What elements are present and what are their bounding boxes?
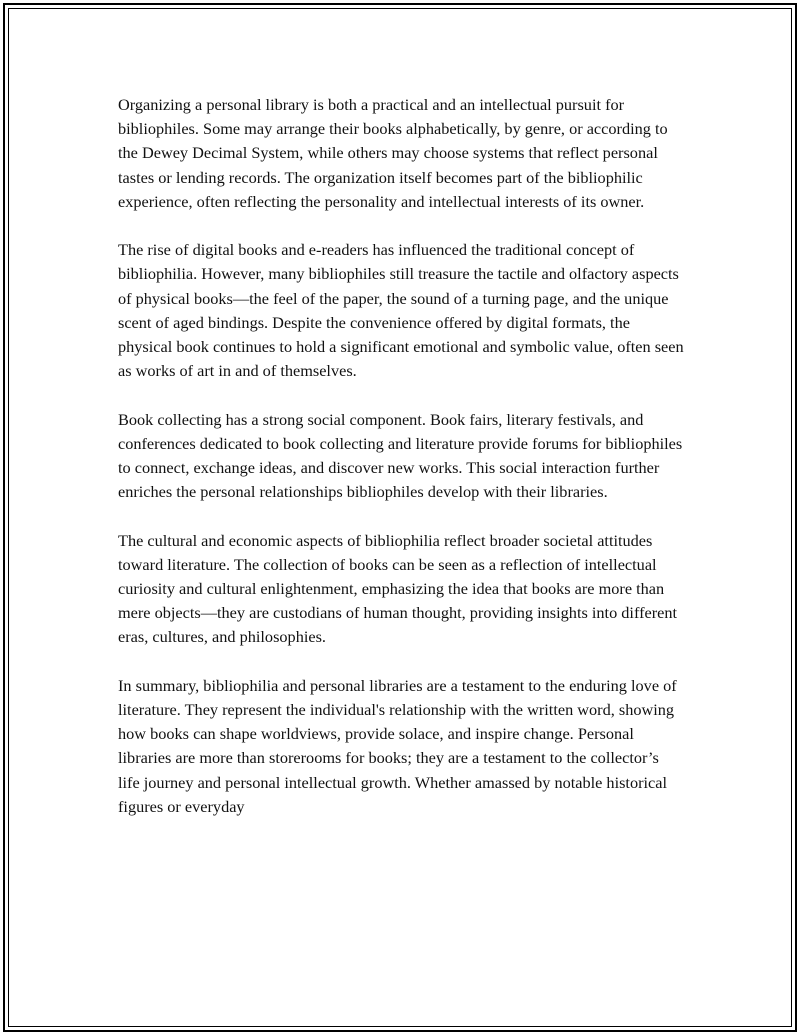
paragraph-cultural-aspects: The cultural and economic aspects of bibliophilia reflect broader societal attitudes toward literature. The collection of books can be seen as a reflection of intellectual curiosity and cultural enlightenment, emphasizing the idea that books are more than mere objects—they are custodians of human thought, providing insights into different eras, cultures, and philosophies. (118, 530, 678, 647)
paragraph-digital-books: The rise of digital books and e-readers has influenced the traditional concept of bibliophilia. However, many bibliophiles still treasure the tactile and olfactory aspects of physical books—the feel of the paper, the sound of a turning page, and the unique scent of aged bindings. Despite the convenience offered by digital formats, the physical book continues to hold a significant emotional and symbolic value, often seen as works of art in and of themselves. (118, 240, 684, 381)
paragraph-social-component: Book collecting has a strong social component. Book fairs, literary festivals, and conferences dedicated to book collecting and literature provide forums for bibliophiles to connect, exchange ideas, and discover new works. This social interaction further enriches the personal relationships bibliophiles develop with their libraries. (118, 409, 683, 502)
document-body (118, 93, 684, 843)
paragraph-library-organization: Organizing a personal library is both a practical and an intellectual pursuit for bibliophiles. Some may arrange their books alphabetically, by genre, or according to the Dewey Decimal System, while others may choose systems that reflect personal tastes or lending records. The organization itself becomes part of the bibliophilic experience, often reflecting the personality and intellectual interests of its owner. (118, 95, 668, 211)
paragraph-summary: In summary, bibliophilia and personal libraries are a testament to the enduring love of literature. They represent the individual's relationship with the written word, showing how books can shape worldviews, provide solace, and inspire change. Personal libraries are more than storerooms for books; they are a testament to the collector’s life journey and personal intellectual growth. Whether amassed by notable historical figures or everyday (118, 675, 677, 816)
